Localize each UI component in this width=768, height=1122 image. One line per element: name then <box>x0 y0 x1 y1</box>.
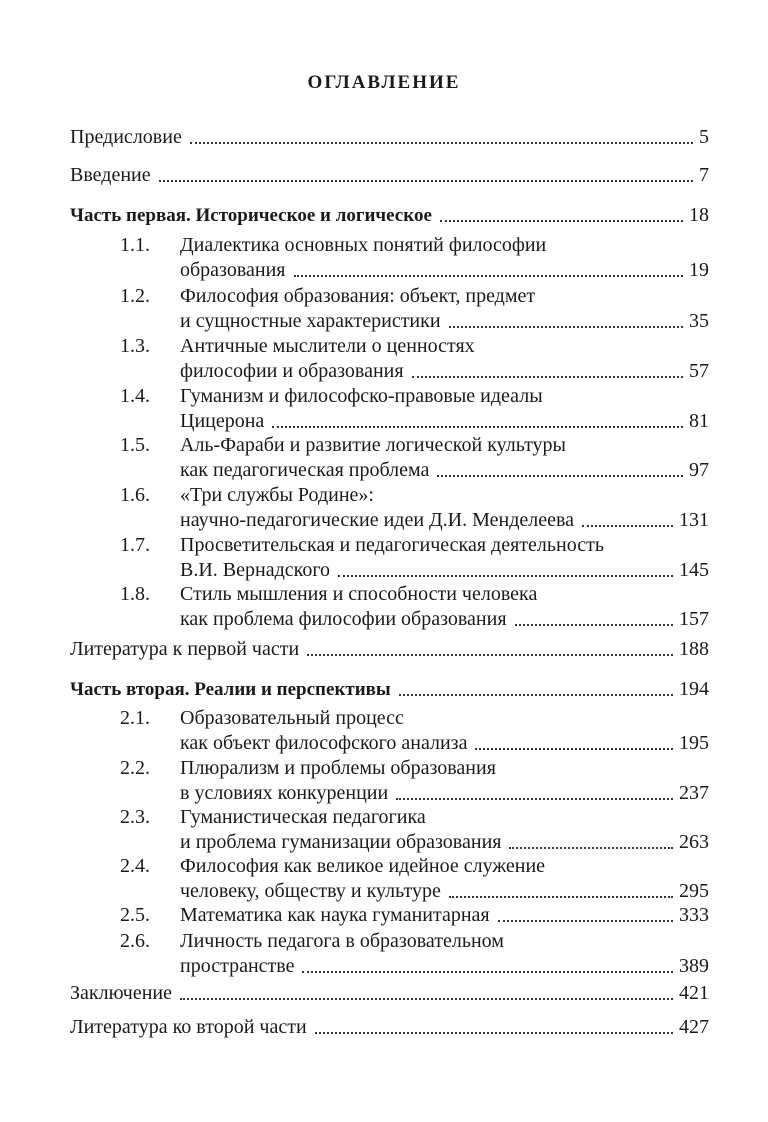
toc-entry-title: Гуманистическая педагогика <box>180 806 426 828</box>
dot-leader <box>190 142 693 144</box>
toc-entry-title: Часть вторая. Реалии и перспективы <box>70 679 391 700</box>
dot-leader <box>437 475 683 477</box>
toc-page-number: 333 <box>679 904 709 926</box>
toc-entry-number: 2.2. <box>120 757 150 779</box>
toc-entry-title: Аль-Фараби и развитие логической культуры <box>180 434 566 456</box>
dot-leader <box>582 525 673 527</box>
toc-entry-title: пространстве <box>180 955 295 977</box>
toc-page-number: 81 <box>689 410 709 432</box>
toc-entry-title: Философия как великое идейное служение <box>180 855 546 877</box>
toc-entry[interactable] <box>70 233 709 283</box>
toc-entry-title: В.И. Вернадского <box>180 559 331 581</box>
toc-entry-title: и проблема гуманизации образования <box>180 831 502 853</box>
toc-entry[interactable] <box>70 756 709 806</box>
toc-page-number: 194 <box>679 678 709 700</box>
toc-entry[interactable] <box>70 125 709 150</box>
toc-page-number: 188 <box>679 638 709 660</box>
toc-entry[interactable] <box>70 384 709 434</box>
toc-page-number: 35 <box>689 310 709 332</box>
toc-page-number: 157 <box>679 608 709 630</box>
toc-entry-title: Цицерона <box>180 410 265 432</box>
dot-leader <box>338 575 673 577</box>
toc-entry-title: Диалектика основных понятий философии <box>180 234 547 256</box>
toc-entry-title: Личность педагога в образовательном <box>180 930 504 952</box>
dot-leader <box>294 275 683 277</box>
toc-entry-number: 1.4. <box>120 385 150 407</box>
dot-leader <box>498 920 673 922</box>
toc-entry[interactable] <box>70 903 709 928</box>
toc-entry[interactable] <box>70 981 709 1006</box>
dot-leader <box>396 798 673 800</box>
toc-entry-number: 1.8. <box>120 583 150 605</box>
dot-leader <box>399 694 673 696</box>
toc-entry-title: Введение <box>70 164 151 186</box>
toc-entry-title: Математика как наука гуманитарная <box>180 904 490 926</box>
page-title: ОГЛАВЛЕНИЕ <box>307 72 461 93</box>
dot-leader <box>515 624 673 626</box>
toc-entry[interactable] <box>70 854 709 904</box>
toc-page-number: 237 <box>679 782 709 804</box>
toc-entry[interactable] <box>70 637 709 662</box>
toc-entry-title: как проблема философии образования <box>180 608 507 630</box>
toc-entry-title: в условиях конкуренции <box>180 782 389 804</box>
toc-page-number: 57 <box>689 360 709 382</box>
toc-part-heading[interactable] <box>70 203 709 228</box>
toc-part-heading[interactable] <box>70 677 709 702</box>
dot-leader <box>272 426 683 428</box>
toc-entry-number: 2.1. <box>120 707 150 729</box>
toc-entry[interactable] <box>70 483 709 533</box>
toc-page-number: 421 <box>679 982 709 1004</box>
toc-page-number: 295 <box>679 880 709 902</box>
toc-entry[interactable] <box>70 533 709 583</box>
toc-page-number: 97 <box>689 459 709 481</box>
toc-entry-title: Философия образования: объект, предмет <box>180 285 536 307</box>
toc-entry-title: как объект философского анализа <box>180 732 468 754</box>
toc-entry-number: 1.3. <box>120 335 150 357</box>
dot-leader <box>449 896 673 898</box>
toc-page-number: 7 <box>699 164 709 186</box>
toc-page-number: 389 <box>679 955 709 977</box>
toc-entry-number: 1.1. <box>120 234 150 256</box>
dot-leader <box>315 1032 673 1034</box>
toc-page-number: 131 <box>679 509 709 531</box>
dot-leader <box>159 180 693 182</box>
toc-entry-title: как педагогическая проблема <box>180 459 430 481</box>
toc-page-number: 427 <box>679 1016 709 1038</box>
toc-page-number: 18 <box>689 204 709 226</box>
dot-leader <box>440 220 683 222</box>
dot-leader <box>412 376 683 378</box>
toc-entry-title: человеку, обществу и культуре <box>180 880 441 902</box>
toc-entry-title: Просветительская и педагогическая деятельность <box>180 534 604 556</box>
toc-entry[interactable] <box>70 334 709 384</box>
toc-entry-title: философии и образования <box>180 360 404 382</box>
toc-entry[interactable] <box>70 433 709 483</box>
toc-entry-number: 2.3. <box>120 806 150 828</box>
toc-entry[interactable] <box>70 929 709 979</box>
toc-entry[interactable] <box>70 284 709 334</box>
toc-page-number: 195 <box>679 732 709 754</box>
toc-entry-title: Античные мыслители о ценностях <box>180 335 475 357</box>
toc-page-number: 19 <box>689 259 709 281</box>
dot-leader <box>302 971 673 973</box>
toc-entry-title: Заключение <box>70 982 172 1004</box>
toc-entry-title: Образовательный процесс <box>180 707 404 729</box>
toc-entry-title: научно-педагогические идеи Д.И. Менделеева <box>180 509 575 531</box>
toc-entry[interactable] <box>70 582 709 632</box>
toc-entry-title: и сущностные характеристики <box>180 310 441 332</box>
toc-entry-title: образования <box>180 259 286 281</box>
dot-leader <box>475 748 673 750</box>
toc-entry-number: 2.4. <box>120 855 150 877</box>
toc-entry-number: 1.5. <box>120 434 150 456</box>
toc-entry-title: Часть первая. Историческое и логическое <box>70 205 432 226</box>
toc-entry[interactable] <box>70 706 709 756</box>
toc-entry-title: Стиль мышления и способности человека <box>180 583 538 605</box>
toc-entry[interactable] <box>70 1015 709 1040</box>
toc-entry-title: Гуманизм и философско-правовые идеалы <box>180 385 543 407</box>
toc-entry-title: Предисловие <box>70 126 182 148</box>
toc-entry-number: 1.6. <box>120 484 150 506</box>
toc-entry-number: 1.2. <box>120 285 150 307</box>
toc-entry[interactable] <box>70 163 709 188</box>
toc-page-number: 5 <box>699 126 709 148</box>
toc-entry-number: 2.6. <box>120 930 150 952</box>
toc-entry-number: 1.7. <box>120 534 150 556</box>
toc-entry-title: Литература ко второй части <box>70 1016 307 1038</box>
dot-leader <box>180 998 673 1000</box>
dot-leader <box>509 847 673 849</box>
toc-entry-title: «Три службы Родине»: <box>180 484 374 506</box>
toc-entry[interactable] <box>70 805 709 855</box>
toc-entry-number: 2.5. <box>120 904 150 926</box>
dot-leader <box>449 326 683 328</box>
toc-entry-title: Плюрализм и проблемы образования <box>180 757 496 779</box>
toc-page-number: 263 <box>679 831 709 853</box>
dot-leader <box>307 654 673 656</box>
toc-entry-title: Литература к первой части <box>70 638 300 660</box>
toc-page-number: 145 <box>679 559 709 581</box>
